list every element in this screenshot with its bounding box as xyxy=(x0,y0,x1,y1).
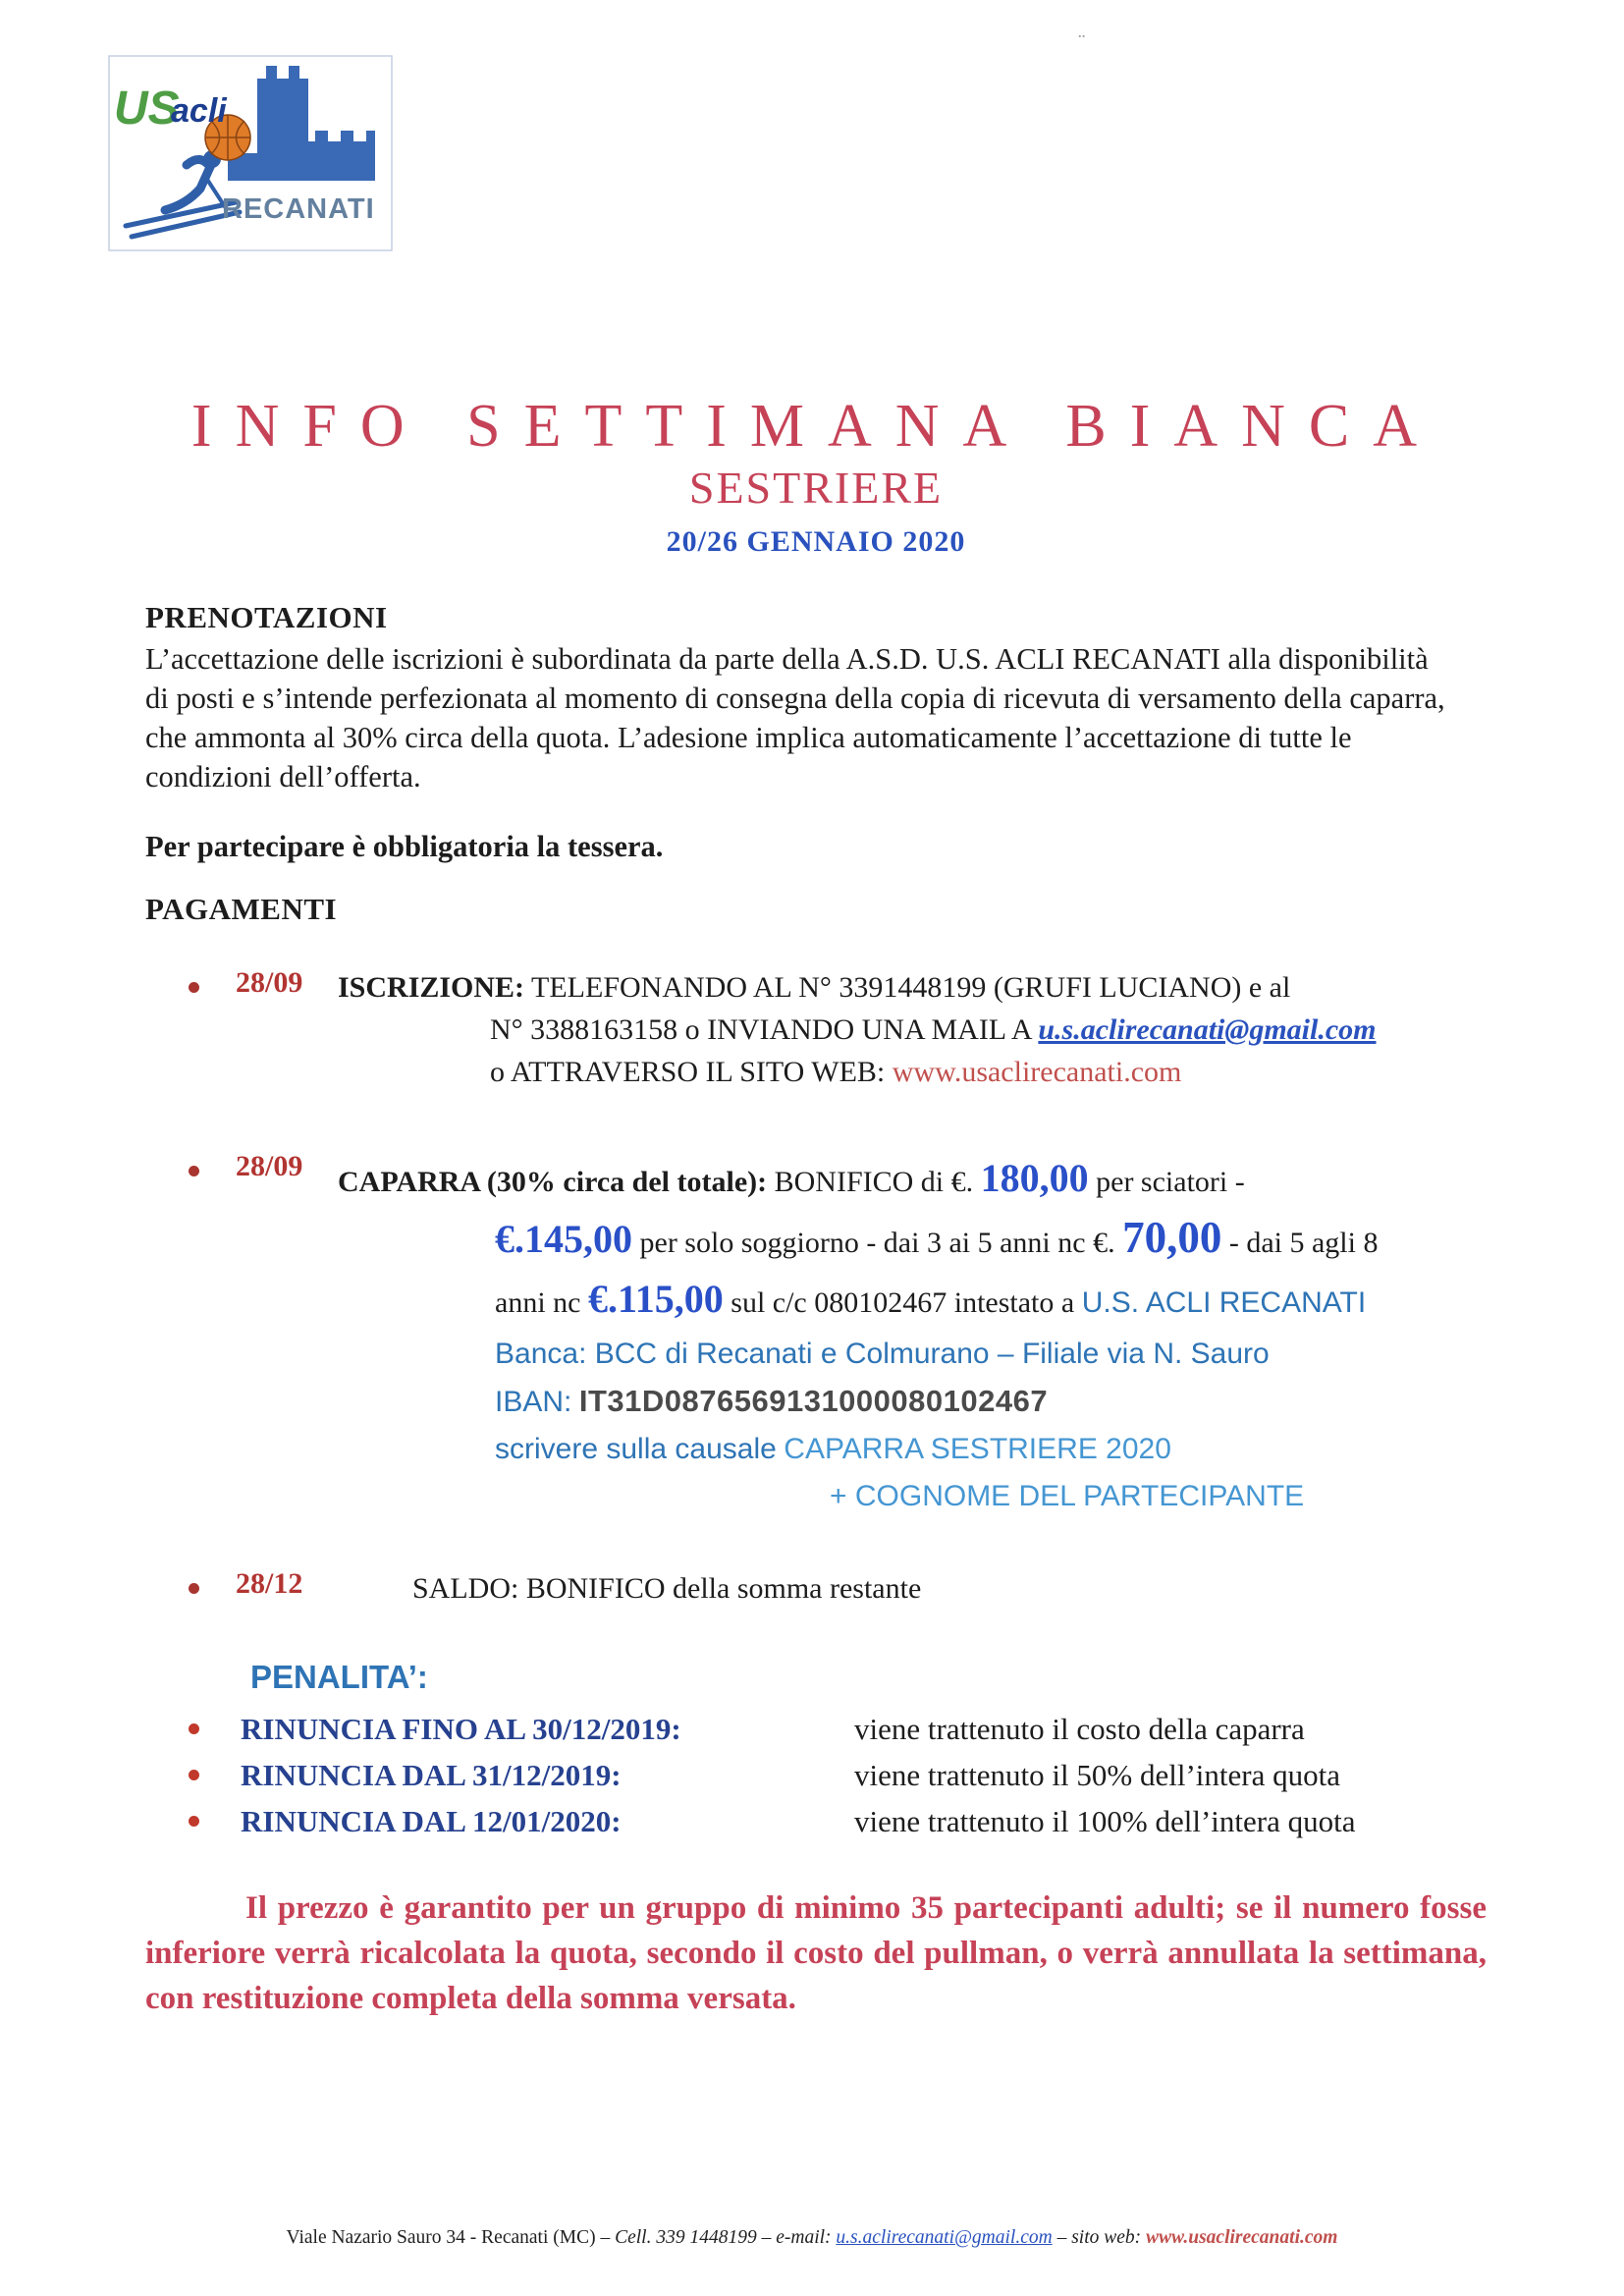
amount-bambini-5-8: €.115,00 xyxy=(587,1276,724,1321)
payment-date: 28/09 xyxy=(236,965,303,999)
saldo-content xyxy=(412,1567,1487,1610)
caparra-line-3 xyxy=(495,1271,1487,1331)
logo-city-text: RECANATI xyxy=(222,193,375,225)
saldo-text: SALDO: BONIFICO della somma restante xyxy=(412,1571,922,1605)
bank-line xyxy=(495,1331,1487,1378)
penalty-label: RINUNCIA DAL 12/01/2020: xyxy=(241,1803,622,1838)
email-link[interactable]: u.s.aclirecanati@gmail.com xyxy=(1038,1012,1377,1046)
bullet-icon xyxy=(189,1723,199,1734)
penalty-label: RINUNCIA FINO AL 30/12/2019: xyxy=(241,1711,681,1746)
caparra-text: sul c/c 080102467 intestato a xyxy=(731,1285,1075,1319)
caparra-text: anni nc xyxy=(495,1285,581,1319)
amount-bambini-3-5: 70,00 xyxy=(1122,1212,1222,1262)
penalty-text: viene trattenuto il costo della caparra xyxy=(854,1711,1305,1746)
scan-artifact-mark: ¨ xyxy=(1078,29,1086,54)
caparra-content xyxy=(338,1150,1487,1520)
payment-date: 28/09 xyxy=(236,1149,303,1182)
footer-site-link[interactable]: www.usaclirecanati.com xyxy=(1146,2227,1338,2248)
penalty-row xyxy=(145,1706,1487,1752)
iscrizione-line-2 xyxy=(490,1009,1487,1051)
caparra-line-1 xyxy=(338,1150,1487,1210)
iban-label: IBAN: xyxy=(495,1385,572,1418)
caparra-text: per solo soggiorno - dai 3 ai 5 anni nc €. xyxy=(639,1226,1115,1259)
event-dates: 20/26 GENNAIO 2020 xyxy=(666,524,966,558)
prenotazioni-heading: PRENOTAZIONI xyxy=(145,599,388,634)
bullet-icon xyxy=(189,1770,199,1780)
iscrizione-phone-text: TELEFONANDO AL N° 3391448199 (GRUFI LUCIANO) e al xyxy=(531,970,1291,1004)
footer-address: Viale Nazario Sauro 34 - Recanati (MC) – xyxy=(286,2227,611,2248)
iban-value: IT31D0876569131000080102467 xyxy=(578,1383,1049,1418)
bullet-icon xyxy=(189,1816,199,1827)
amount-sciatori: 180,00 xyxy=(980,1155,1089,1200)
caparra-text: per sciatori - xyxy=(1096,1165,1245,1198)
amount-soggiorno: €.145,00 xyxy=(495,1216,632,1261)
payment-item-saldo xyxy=(145,1567,1487,1610)
page-subtitle: SESTRIERE xyxy=(688,463,944,514)
penalty-text: viene trattenuto il 50% dell’intera quota xyxy=(854,1757,1340,1792)
iscrizione-label: ISCRIZIONE: xyxy=(338,970,525,1004)
iscrizione-web-text: o ATTRAVERSO IL SITO WEB: xyxy=(490,1055,886,1088)
bullet-icon xyxy=(189,982,199,993)
causale-line xyxy=(495,1426,1487,1473)
penalty-text: viene trattenuto il 100% dell’intera quota xyxy=(854,1803,1356,1838)
page-title: INFO SETTIMANA BIANCA xyxy=(190,393,1441,460)
penalty-row xyxy=(145,1798,1487,1844)
footer-site-label: – sito web: xyxy=(1056,2227,1142,2248)
footer-phone: Cell. 339 1448199 – xyxy=(615,2227,772,2248)
caparra-text: - dai 5 agli 8 xyxy=(1228,1226,1379,1259)
footer-email-link[interactable]: u.s.aclirecanati@gmail.com xyxy=(836,2227,1053,2248)
payment-date: 28/12 xyxy=(236,1566,303,1600)
brand-acli-text: acli xyxy=(171,92,227,130)
price-guarantee-note: Il prezzo è garantito per un gruppo di minimo 35 partecipanti adulti; se il numero fosse inferiore verrà ricalcolata la quota, secondo il costo del pullman, o verrà annullata la settimana, con restituzione completa della somma versata. xyxy=(145,1889,1487,2016)
iban-line xyxy=(495,1378,1487,1426)
payment-item-iscrizione xyxy=(145,966,1487,1093)
iscrizione-line-3 xyxy=(490,1051,1487,1093)
causale-value: CAPARRA SESTRIERE 2020 xyxy=(784,1432,1171,1465)
penalita-heading: PENALITA’: xyxy=(250,1658,428,1695)
bullet-icon xyxy=(189,1166,199,1176)
footer xyxy=(0,2227,1624,2249)
caparra-text: BONIFICO di €. xyxy=(774,1165,974,1198)
causale-extra: + COGNOME DEL PARTECIPANTE xyxy=(830,1479,1305,1512)
iscrizione-mail-text: N° 3388163158 o INVIANDO UNA MAIL A xyxy=(490,1012,1031,1046)
iscrizione-content xyxy=(338,966,1487,1093)
pagamenti-heading: PAGAMENTI xyxy=(145,891,338,926)
payment-item-caparra xyxy=(145,1150,1487,1520)
brand-us-text: US xyxy=(114,82,180,135)
website-link[interactable]: www.usaclirecanati.com xyxy=(892,1055,1182,1088)
bullet-icon xyxy=(189,1583,199,1594)
causale-extra-line xyxy=(830,1473,1487,1520)
caparra-line-2 xyxy=(495,1210,1487,1271)
tessera-note: Per partecipare è obbligatoria la tessera. xyxy=(145,829,664,863)
iscrizione-line-1 xyxy=(338,966,1487,1009)
causale-label: scrivere sulla causale xyxy=(495,1432,777,1465)
org-name: U.S. ACLI RECANATI xyxy=(1081,1285,1367,1319)
prenotazioni-body: L’accettazione delle iscrizioni è subordinata da parte della A.S.D. U.S. ACLI RECANATI alla disponibilità di posti e s’intende perfezionata al momento di consegna della copia di ricevuta di versamento della caparra, che ammonta al 30% circa della quota. L’adesione implica automaticamente l’accettazione di tutte le condizioni dell’offerta. xyxy=(145,641,1445,793)
penalty-row xyxy=(145,1752,1487,1798)
penalty-label: RINUNCIA DAL 31/12/2019: xyxy=(241,1757,622,1792)
bank-text: Banca: BCC di Recanati e Colmurano – Filiale via N. Sauro xyxy=(495,1337,1270,1370)
caparra-label: CAPARRA (30% circa del totale): xyxy=(338,1165,768,1198)
footer-email-label: e-mail: xyxy=(776,2227,832,2248)
